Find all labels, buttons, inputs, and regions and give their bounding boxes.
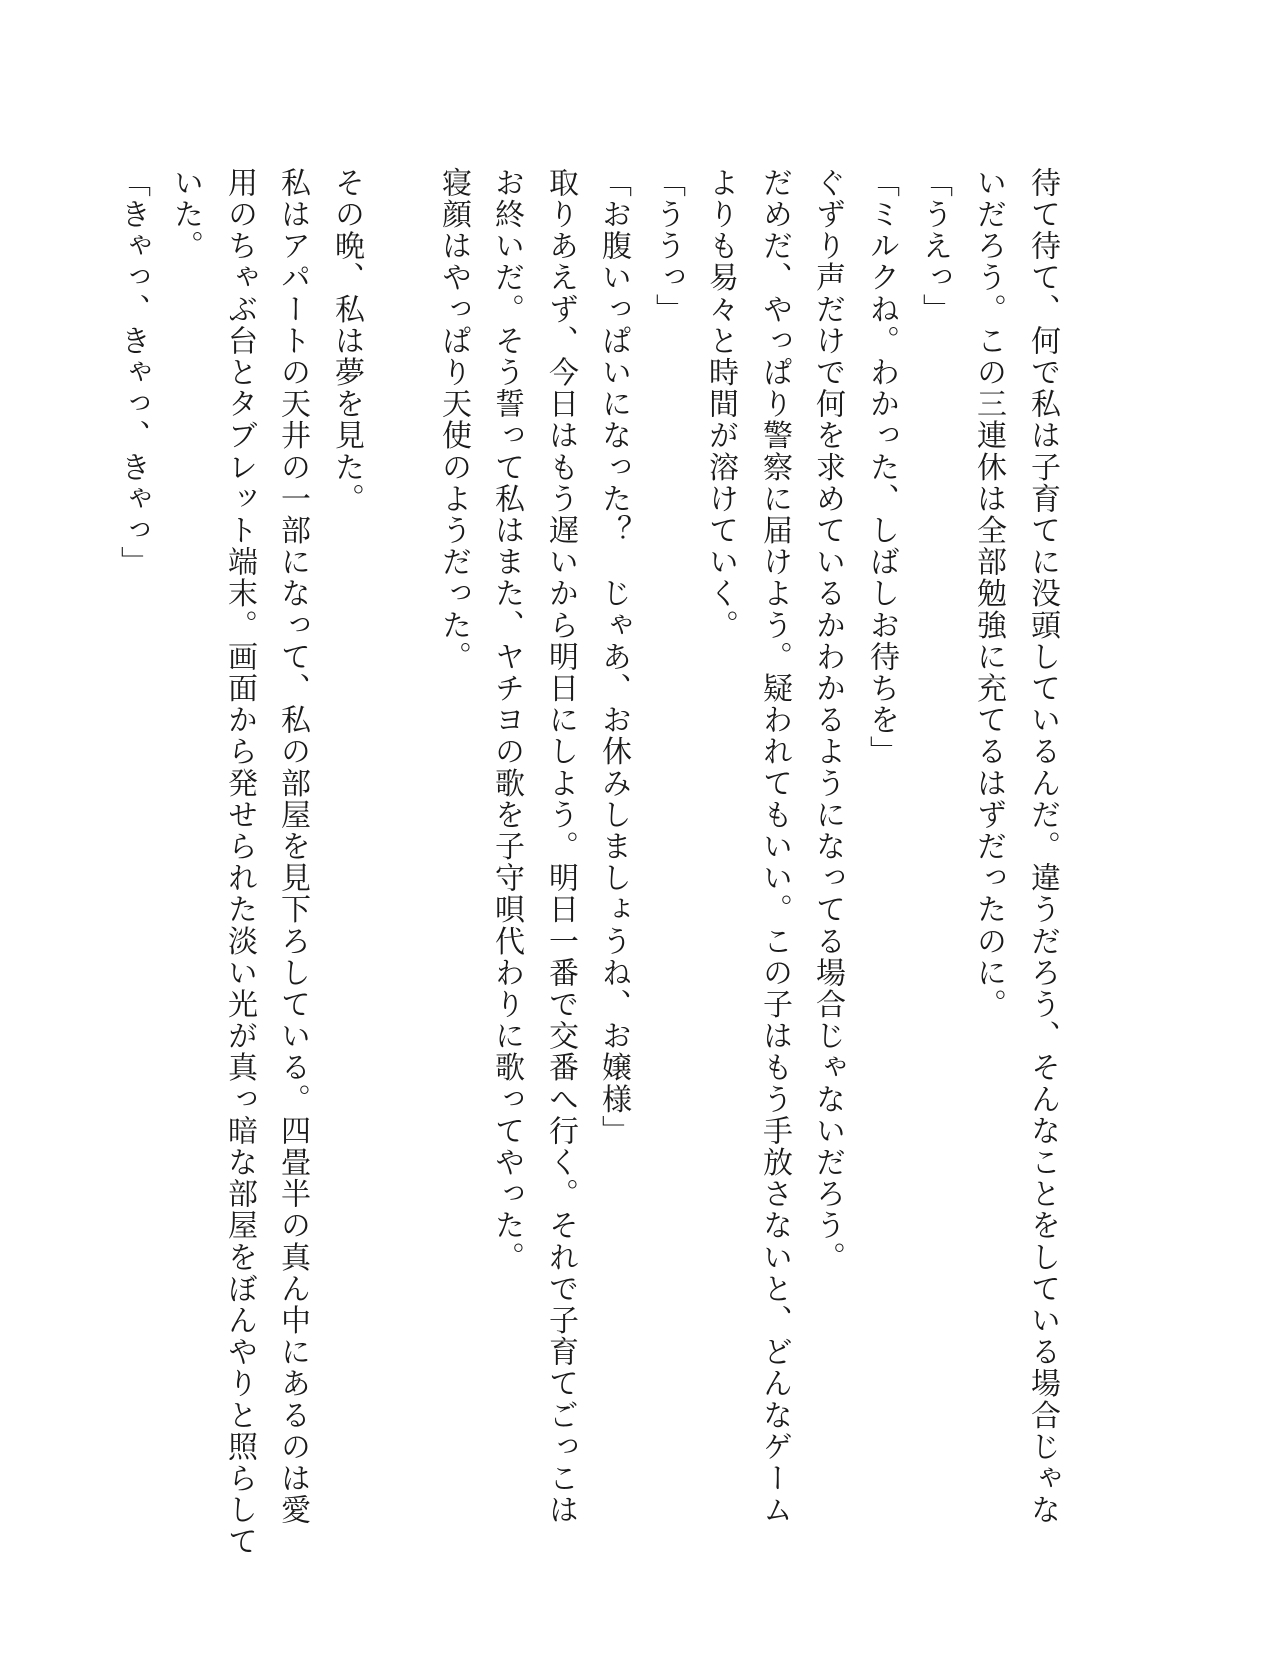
text-line: 「お腹いっぱいになった？ じゃあ、お休みしましょうね、お嬢様」 <box>596 167 631 1147</box>
text-line: 寝顔はやっぱり天使のようだった。 <box>436 167 471 673</box>
text-line: いだろう。この三連休は全部勉強に充てるはずだったのに。 <box>971 167 1006 1021</box>
text-line: その晩、私は夢を見た。 <box>329 167 364 515</box>
blank-line <box>377 167 421 1567</box>
text-line: 「きゃっ、きゃっ、きゃっ」 <box>115 167 150 578</box>
text-line: 取りあえず、今日はもう遅いから明日にしよう。明日一番で交番へ行く。それで子育てごっこは <box>543 167 578 1526</box>
text-line: だめだ、やっぱり警察に届けよう。疑われてもいい。この子はもう手放さないと、どんなゲーム <box>757 167 792 1526</box>
text-line: 待て待て、何で私は子育てに没頭しているんだ。違うだろう、そんなことをしている場合じゃな <box>1025 167 1060 1526</box>
text-line: 「ミルクね。わかった、しばしお待ちを」 <box>864 167 899 768</box>
text-line: お終いだ。そう誓って私はまた、ヤチヨの歌を子守唄代わりに歌ってやった。 <box>489 167 524 1273</box>
text-line: ぐずり声だけで何を求めているかわかるようになってる場合じゃないだろう。 <box>810 167 845 1273</box>
text-line: 私はアパートの天井の一部になって、私の部屋を見下ろしている。四畳半の真ん中にあるのは愛 <box>275 167 310 1526</box>
text-line: 用のちゃぶ台とタブレット端末。画面から発せられた淡い光が真っ暗な部屋をぼんやりと照らして <box>222 167 257 1558</box>
text-line: いた。 <box>168 167 203 262</box>
text-line: よりも易々と時間が溶けていく。 <box>703 167 738 641</box>
text-line: 「うえっ」 <box>917 167 952 325</box>
text-line: 「ううっ」 <box>650 167 685 325</box>
